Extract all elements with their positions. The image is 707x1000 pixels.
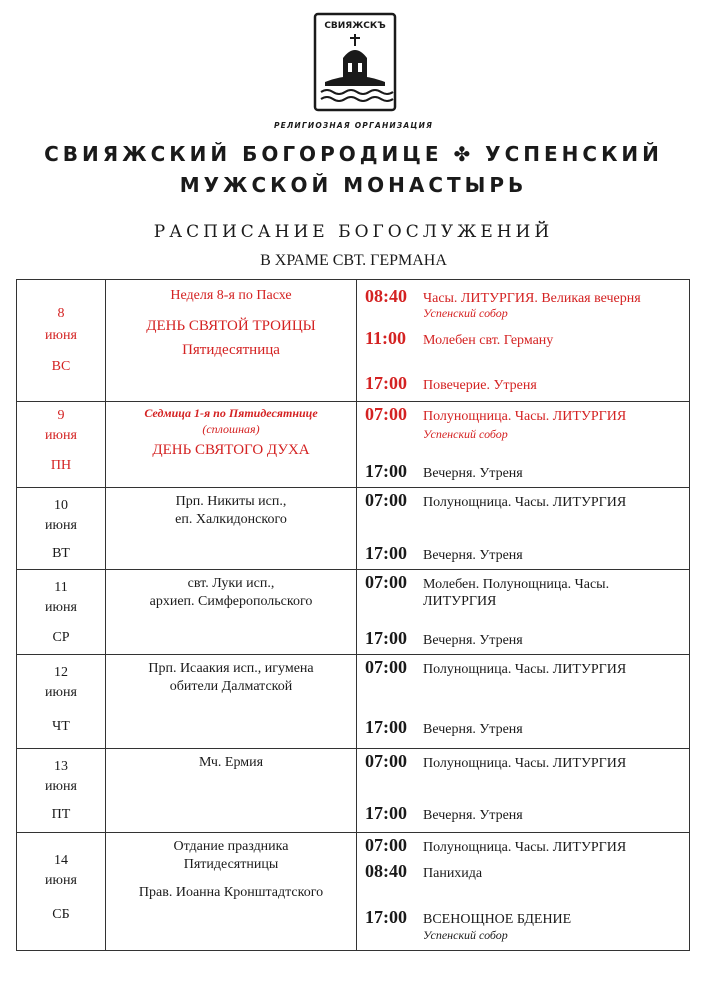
service-time: 17:00	[365, 717, 407, 737]
feast-line: свт. Луки исп.,	[187, 576, 275, 591]
monastery-title-line1: СВИЯЖСКИЙ БОГОРОДИЦЕ ✤ УСПЕНСКИЙ	[44, 142, 663, 166]
day-number: 12	[54, 665, 68, 680]
service-entry	[365, 835, 687, 856]
table-row	[17, 833, 690, 951]
table-row	[17, 402, 690, 488]
feast-line: Пятидесятницы	[183, 857, 279, 872]
day-number: 8	[57, 306, 65, 321]
service-note: Успенский собор	[423, 928, 508, 942]
feast-line: Мч. Ермия	[198, 755, 264, 770]
schedule-subtitle: В ХРАМЕ СВТ. ГЕРМАНА	[260, 252, 447, 269]
date-cell	[17, 570, 106, 655]
feast-line: Седмица 1-я по Пятидесятнице	[144, 406, 318, 420]
day-number: 14	[54, 853, 68, 868]
feast-cell	[106, 655, 357, 749]
schedule-title: РАСПИСАНИЕ БОГОСЛУЖЕНИЙ	[153, 222, 554, 242]
feast-cell	[106, 570, 357, 655]
service-time: 07:00	[365, 490, 407, 510]
organization-label: РЕЛИГИОЗНАЯ ОРГАНИЗАЦИЯ	[273, 121, 434, 130]
service-name: Панихида	[423, 866, 483, 881]
date-cell	[17, 655, 106, 749]
service-name: Вечерня. Утреня	[423, 722, 523, 737]
month: июня	[45, 328, 77, 343]
services-cell	[357, 488, 690, 570]
day-number: 11	[54, 580, 68, 595]
service-entry	[365, 657, 687, 678]
service-entry	[365, 628, 687, 649]
feast-line: Прп. Исаакия исп., игумена	[148, 661, 314, 676]
weekday: ВС	[51, 359, 71, 374]
date-cell	[17, 833, 106, 951]
service-name: Полунощница. Часы. ЛИТУРГИЯ	[423, 756, 627, 771]
feast-cell	[106, 280, 357, 402]
table-row	[17, 655, 690, 749]
date-cell	[17, 749, 106, 833]
feast-line: Отдание праздника	[173, 839, 289, 854]
service-name: Полунощница. Часы. ЛИТУРГИЯ	[423, 495, 627, 510]
weekday: ВТ	[52, 546, 70, 561]
feast-line: Прав. Иоанна Кронштадтского	[138, 885, 324, 900]
date-cell	[17, 402, 106, 488]
service-name: Полунощница. Часы. ЛИТУРГИЯ	[423, 409, 627, 424]
service-name: ВСЕНОЩНОЕ БДЕНИЕ	[423, 912, 572, 927]
service-name: Вечерня. Утреня	[423, 633, 523, 648]
feast-line: архиеп. Симферопольского	[149, 594, 313, 609]
table-row	[17, 749, 690, 833]
day-number: 13	[54, 759, 68, 774]
service-time: 08:40	[365, 286, 407, 306]
service-name: Вечерня. Утреня	[423, 808, 523, 823]
service-time: 17:00	[365, 803, 407, 823]
logo-text: СВИЯЖСКЪ	[324, 21, 386, 31]
feast-line: Пятидесятница	[182, 342, 280, 358]
schedule-table	[16, 279, 690, 951]
service-entry	[365, 907, 687, 928]
service-entry	[365, 751, 687, 772]
service-entry	[365, 803, 687, 824]
service-entry	[365, 373, 687, 394]
service-name: Полунощница. Часы. ЛИТУРГИЯ	[423, 662, 627, 677]
service-entry	[365, 717, 687, 738]
service-entry	[365, 328, 687, 349]
weekday: ЧТ	[52, 719, 70, 734]
service-time: 17:00	[365, 628, 407, 648]
date-cell	[17, 488, 106, 570]
service-entry	[365, 286, 687, 307]
feast-cell	[106, 402, 357, 488]
services-cell	[357, 570, 690, 655]
feast-line: еп. Халкидонского	[175, 512, 287, 527]
service-time: 07:00	[365, 835, 407, 855]
feast-cell	[106, 488, 357, 570]
feast-line: ДЕНЬ СВЯТОГО ДУХА	[152, 442, 310, 458]
table-row	[17, 488, 690, 570]
service-name: Молебен. Полунощница. Часы.	[423, 577, 610, 592]
service-time: 17:00	[365, 461, 407, 481]
service-time: 08:40	[365, 861, 407, 881]
feast-line: (сплошная)	[202, 422, 260, 436]
monastery-logo	[313, 12, 397, 112]
service-entry	[365, 490, 687, 511]
service-name: Часы. ЛИТУРГИЯ. Великая вечерня	[423, 291, 641, 306]
monastery-title-line2: МУЖСКОЙ МОНАСТЫРЬ	[179, 173, 528, 197]
services-cell	[357, 655, 690, 749]
feast-cell	[106, 833, 357, 951]
service-entry	[365, 861, 687, 882]
service-time: 07:00	[365, 751, 407, 771]
service-name: Полунощница. Часы. ЛИТУРГИЯ	[423, 840, 627, 855]
service-name: Повечерие. Утреня	[423, 378, 537, 393]
weekday: СР	[52, 630, 70, 645]
service-time: 17:00	[365, 907, 407, 927]
date-cell	[17, 280, 106, 402]
feast-line: Неделя 8-я по Пасхе	[170, 288, 292, 303]
month: июня	[45, 685, 77, 700]
service-time: 07:00	[365, 657, 407, 677]
service-name: Вечерня. Утреня	[423, 548, 523, 563]
services-cell	[357, 833, 690, 951]
service-time: 07:00	[365, 404, 407, 424]
table-row	[17, 280, 690, 402]
month: июня	[45, 428, 77, 443]
service-note: Успенский собор	[423, 427, 508, 441]
feast-line: обители Далматской	[169, 679, 293, 694]
service-note: Успенский собор	[423, 306, 508, 320]
day-number: 10	[54, 498, 68, 513]
service-entry	[365, 543, 687, 564]
weekday: СБ	[52, 907, 70, 922]
weekday: ПН	[50, 458, 72, 473]
feast-line: Прп. Никиты исп.,	[175, 494, 287, 509]
weekday: ПТ	[51, 807, 71, 822]
feast-cell	[106, 749, 357, 833]
table-row	[17, 570, 690, 655]
month: июня	[45, 873, 77, 888]
service-entry	[365, 572, 687, 593]
service-name: Молебен свт. Герману	[423, 333, 554, 348]
service-time: 07:00	[365, 572, 407, 592]
service-time: 17:00	[365, 543, 407, 563]
service-time: 11:00	[365, 328, 407, 348]
services-cell	[357, 402, 690, 488]
day-number: 9	[57, 408, 65, 423]
service-entry	[365, 404, 687, 425]
month: июня	[45, 779, 77, 794]
service-time: 17:00	[365, 373, 407, 393]
services-cell	[357, 749, 690, 833]
month: июня	[45, 600, 77, 615]
services-cell	[357, 280, 690, 402]
service-name: Вечерня. Утреня	[423, 466, 523, 481]
feast-line: ДЕНЬ СВЯТОЙ ТРОИЦЫ	[146, 318, 316, 334]
service-entry	[365, 461, 687, 482]
service-name-continued: ЛИТУРГИЯ	[423, 594, 497, 609]
month: июня	[45, 518, 77, 533]
